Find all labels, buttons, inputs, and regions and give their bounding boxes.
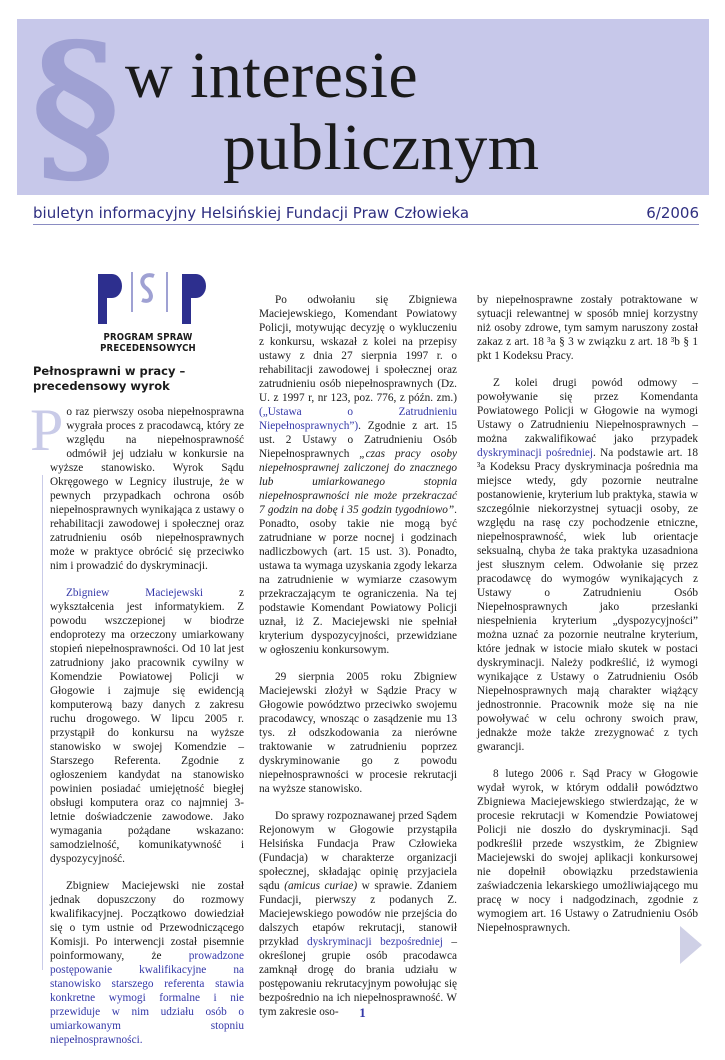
logo-tagline: PROGRAM SPRAW PRECEDENSOWYCH [100, 332, 196, 354]
next-page-arrow-icon[interactable] [680, 926, 702, 964]
paragraph-text: z wykształcenia jest informatykiem. Z powodu wszczepionej w biodrze endoprotezy ma orzeczony umiarkowany stopień niepełnosprawności. Od 10 lat jest zatrudniony jako pracownik cywilny w Komendzie Powiatowej Policji w Głogowie i zajmuje się ewidencją komputerową bazy danych z zakresu ruchu drogowego. W lipcu 2005 r. przystąpił do konkursu na wyższe stanowisko w swojej Komendzie – Starszego Referenta. Zgodnie z ogłoszeniem kandydat na stanowisko powinien posiadać umiejętność biegłej obsługi komputera oraz co najmniej 3-letnie doświadczenie zawodowe. Jako wymagania pożądane wskazano: samodzielność, komunikatywność i dyspozycyjność. [50, 587, 244, 865]
paragraph-text: . Ponadto, osoby takie nie mogą być zatrudniane w porze nocnej i godzinach nadliczbowych (art. 15 ust. 3). Ponadto, ustawa ta wymaga uzyskania zgody lekarza na zatrudnienie w wymiarze czasowym przekraczającym te ograniczenia. Na tej podstawie Komendant Powiatowy Policji uznał, iż Z. Maciejewski nie spełniał kryterium dyspozycyjności, przewidziane w ogłoszeniu konkursowym. [259, 504, 457, 656]
column-3 [477, 293, 698, 948]
paragraph-text: Do sprawy rozpoznawanej przed Sądem Rejonowym w Głogowie przystąpiła Helsińska Fundacja Praw Człowieka (Fundacja) w charakterze organizacji społecznej, składając opinię przyjaciela sądu [259, 810, 457, 892]
paragraph [259, 293, 457, 657]
column-rule [42, 475, 43, 970]
latin-term: (amicus curiae) [284, 880, 358, 892]
paragraph [50, 879, 244, 1047]
paragraph-text: . Na podstawie art. 18 ³a Kodeksu Pracy dyskryminacja pośrednia ma miejsce wtedy, gdy pozornie neutralne postanowienie, kryterium lub praktyka, stawia w szczególnie niekorzystnej sytuacji osoby, ze względu na rasę czy pochodzenie etniczne, niepełnosprawność, wiek lub orientacje seksualną, chyba że taka praktyka uzasadniona jest słusznym celem. Odwołanie się przez pracodawcę do wymogów wynikających z Ustawy o Zatrudnieniu Osób Niepełnosprawnych jako przesłanki niespełnienia kryterium „dyspozycyjności” można uznać za pozornie neutralne kryterium, które jednak w istocie miało skutek w postaci dyskryminacji. Należy podkreślić, iż wymogi wynikające z Ustawy o Zatrudnieniu Osób Niepełnosprawnych mają charakter wiążący jednostronnie. Pracownik może się na nie powoływać w celu ochrony swoich praw, jednakże może także zrezygnować z tych gwarancji. [477, 447, 698, 753]
paragraph-text: Po odwołaniu się Zbigniewa Maciejewskiego, Komendant Powiatowy Policji, motywując decyzję o wykluczeniu z konkursu, wskazał z kolei na przepisy ustawy z dnia 27 sierpnia 1997 r. o rehabilitacji zawodowej i społecznej oraz zatrudnieniu osób niepełnosprawnych (Dz. U. z 1997 r, nr 123, poz. 776, z późn. zm.) [259, 294, 457, 404]
paragraph [30, 397, 244, 573]
paragraph-text: 29 sierpnia 2005 roku Zbigniew Maciejewski złożył w Sądzie Pracy w Głogowie powództwo przeciwko swojemu pracodawcy, wnosząc o zasądzenie mu 13 tys. zł odszkodowania za nierówne traktowanie w zatrudnieniu poprzez dyskryminowanie go z powodu niepełnosprawności w procesie rekrutacji na wyższe stanowisko. [259, 671, 457, 795]
law-quote: „czas pracy osoby niepełnosprawnej zaliczonej do znacznego lub umiarkowanego stopnia niepełnosprawności nie może przekraczać 7 godzin na dobę i 35 godzin tygodniowo” [259, 448, 457, 516]
drop-cap: P [30, 397, 64, 463]
paragraph [259, 670, 457, 796]
publication-title-line2: publicznym [223, 111, 540, 184]
paragraph-text: by niepełnosprawne zostały potraktowane w sytuacji relewantnej w sposób mniej korzystny niż osoby zdrowe, tym samym naruszony został zakaz z art. 18 ³a § 3 w związku z art. 18 ³b § 1 pkt 1 Kodeksu Pracy. [477, 294, 698, 362]
paragraph [50, 586, 244, 866]
paragraph-text: Zbigniew Maciejewski nie został jednak dopuszczony do rozmowy kwalifikacyjnej. Początkowo dowiedział się o tym ustnie od Przewodniczącego Komisji. Po interwencji został pisemnie poinformowany, że [50, 880, 244, 962]
paragraph-text: – określonej grupie osób pracodawca zamknął drogę do brania udziału w postępowaniu rekrutacyjnym powołując się bezpośrednio na ich niepełnosprawność. W tym zakresie oso- [259, 936, 457, 1018]
issue-number: 6/2006 [646, 204, 699, 222]
publication-subtitle: biuletyn informacyjny Helsińskiej Fundacji Praw Człowieka [33, 204, 470, 222]
paragraph-section-icon: § [31, 19, 120, 195]
header-divider [33, 224, 699, 225]
paragraph [477, 376, 698, 754]
column-2 [259, 293, 457, 1032]
header-banner [17, 19, 709, 195]
page-number: 1 [359, 1005, 366, 1020]
law-link[interactable]: („Ustawa o Zatrudnieniu Niepełnosprawnych”) [259, 406, 457, 432]
highlighted-quote: prowadzone postępowanie kwalifikacyjne na stanowisko starszego referenta stawia konkretne wymogi formalne i nie przewiduje w nim udziału osób o umiarkowanym stopniu niepełnosprawności. [50, 950, 244, 1046]
paragraph [477, 293, 698, 363]
paragraph [259, 809, 457, 1019]
paragraph-text: o raz pierwszy osoba niepełnosprawna wygrała proces z pracodawcą, który ze względu na niepełnosprawność odmówił jej udziału w konkursie na wyższe stanowisko. Wyrok Sądu Okręgowego w Legnicy ilustruje, że w pewnych przypadkach ochrona osób niepełnosprawnych wynikająca z ustawy o rehabilitacji zawodowej i społecznej oraz zatrudnieniu osób niepełnosprawnych może w praktyce obrócić się przeciwko nim i prowadzić do dyskryminacji. [50, 406, 244, 572]
paragraph [477, 767, 698, 935]
person-name-link[interactable]: Zbigniew Maciejewski [66, 587, 203, 599]
paragraph-text: Z kolei drugi powód odmowy – powoływanie się przez Komendanta Powiatowego Policji w Głogowie na wymogi Ustawy o Zatrudnieniu Niepełnosprawnych – można zakwalifikować jako przypadek [477, 377, 698, 445]
direct-discrimination-link[interactable]: dyskryminacji bezpośredniej [307, 936, 443, 948]
article-title: Pełnosprawni w pracy – precedensowy wyrok [33, 364, 186, 393]
column-1 [30, 397, 244, 1060]
indirect-discrimination-link[interactable]: dyskryminacji pośredniej [477, 447, 593, 459]
paragraph-text: . Zgodnie z art. 15 ust. 2 Ustawy o Zatrudnieniu Osób Niepełnosprawnych [259, 420, 457, 460]
paragraph-text: 8 lutego 2006 r. Sąd Pracy w Głogowie wydał wyrok, w którym oddalił powództwo Zbigniewa Maciejewskiego stwierdzając, że w procesie rekrutacji w Komendzie Powiatowej Policji nie doszło do dyskryminacji. Sąd podkreślił przede wszystkim, że Zbigniew Maciejewski do swojej aplikacji konkursowej nie dopełnił obowiązku przedstawienia zaświadczenia lekarskiego umożliwiającego mu pracę w nocy i nadgodzinach, zgodnie z wymogiem art. 16 Ustawy o Zatrudnieniu Osób Niepełnosprawnych. [477, 768, 698, 934]
publication-title-line1: w interesie [125, 39, 419, 112]
paragraph-text: w sprawie. Zdaniem Fundacji, pierwszy z podanych Z. Maciejewskiego powodów nie przejścia do dalszych etapów rekrutacji, stanowił przykład [259, 880, 457, 948]
